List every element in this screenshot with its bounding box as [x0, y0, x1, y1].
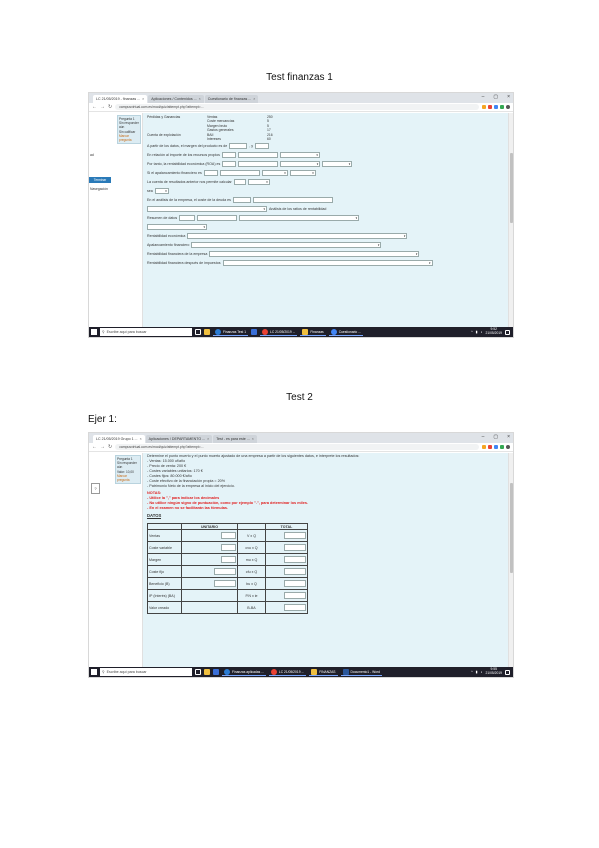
total-input[interactable] — [284, 580, 306, 587]
browser-tab[interactable] — [205, 95, 259, 103]
answer-select[interactable]: ▾ — [223, 260, 433, 266]
data-table: Pérdidas y Ganancias Ventas 250 Coste mercancías 5 Margen bruto 5 Gastos generales 17 Cuenta de explotación BAII 216 Intereses 60 — [147, 115, 273, 142]
scrollbar[interactable] — [508, 453, 513, 667]
answer-input[interactable] — [253, 197, 333, 203]
tab-label: Aplicaciones / Contenidos ... — [151, 97, 197, 101]
table-row: Coste variable cvu x Q — [148, 542, 308, 554]
total-input[interactable] — [284, 532, 306, 539]
extension-icon[interactable] — [488, 445, 492, 449]
table-row: Valor creado B-BA — [148, 602, 308, 614]
nav-label: ad — [90, 153, 94, 157]
taskbar-app[interactable]: Finanzas — [300, 328, 325, 336]
question-row: ▾ Análisis de los ratios de rentabilidad — [147, 206, 504, 212]
close-icon[interactable]: × — [142, 97, 145, 101]
url-input[interactable]: campusvirtual.ucm.es/mod/quiz/attempt.php?attempt=... — [115, 444, 479, 450]
data-list: - Ventas: 15.000 uf/año - Precio de venta: 200 € - Costes variables unitarios: 170 € - Costes fijos: 80.000 €/año - Coste efectivo de la financiación propia = 20% - Patrimonio Neto de la empresa al inicio del ejercicio. — [147, 459, 235, 489]
question-row: A partir de los datos, el margen del producto es de , y — [147, 143, 504, 149]
answer-input[interactable] — [255, 143, 269, 149]
close-icon[interactable]: × — [139, 437, 142, 441]
extension-icon[interactable] — [500, 445, 504, 449]
extension-icon[interactable] — [488, 105, 492, 109]
browser-tab-bar — [89, 93, 513, 103]
unit-input[interactable] — [214, 580, 236, 587]
answer-input[interactable] — [233, 197, 251, 203]
extension-icon[interactable] — [494, 105, 498, 109]
chevron-up-icon[interactable]: ^ — [471, 330, 473, 334]
scrollbar-thumb[interactable] — [510, 153, 513, 223]
question-row: Por tanto, la rentabilidad económica (ROA) es ▾ ▾ — [147, 162, 351, 167]
clock[interactable]: 9:52 21/05/2019 — [485, 327, 502, 335]
question-number: Pregunta 1 — [119, 117, 135, 121]
question-number: Pregunta 1 — [117, 457, 133, 461]
unit-input[interactable] — [214, 568, 236, 575]
back-arrow-icon[interactable]: ← — [92, 443, 97, 450]
unit-input[interactable] — [221, 532, 236, 539]
question-row: Rentabilidad financiera de la empresa ▾ — [147, 252, 418, 257]
taskbar-app[interactable]: FINANZAS — [309, 668, 337, 676]
question-status: Sin responder — [117, 461, 137, 466]
taskbar-app[interactable]: Cuestionario ... — [329, 328, 363, 336]
file-explorer-icon[interactable] — [204, 329, 210, 335]
table-row: Margen mu x Q — [148, 554, 308, 566]
answer-input[interactable] — [234, 179, 246, 185]
question-row: En el análisis de la empresa, el coste de la deuda es — [147, 197, 504, 203]
back-arrow-icon[interactable]: ← — [92, 103, 97, 110]
question-row: sea ▾ — [147, 189, 167, 194]
close-icon[interactable]: × — [207, 437, 210, 441]
flag-question-link[interactable]: Marcar — [117, 473, 127, 478]
answer-input[interactable] — [238, 161, 278, 167]
scrollbar-thumb[interactable] — [510, 483, 513, 573]
answer-select[interactable]: ▾ — [155, 188, 169, 194]
answer-select[interactable]: ▾ — [262, 170, 288, 176]
minimize-icon[interactable]: – — [481, 434, 485, 440]
tab-label: Aplicaciones / DEPARTAMENTO ... — [148, 437, 206, 441]
extension-icon[interactable] — [482, 445, 486, 449]
total-input[interactable] — [284, 544, 306, 551]
windows-taskbar — [89, 327, 513, 337]
close-window-icon[interactable]: × — [507, 434, 510, 440]
answer-select[interactable]: ▾ — [248, 179, 270, 185]
address-bar-row — [89, 443, 513, 452]
total-input[interactable] — [284, 568, 306, 575]
answer-select[interactable]: ▾ — [280, 161, 320, 167]
question-info-panel — [115, 455, 141, 484]
table-row: Ventas V x Q — [148, 530, 308, 542]
question-content — [143, 113, 508, 327]
taskbar-search[interactable] — [100, 668, 192, 676]
screenshot-test-finanzas-1 — [88, 92, 514, 338]
question-info-panel — [117, 115, 141, 144]
question-row — [147, 224, 504, 230]
browser-tab-bar — [89, 433, 513, 443]
datos-table: UNITARIO TOTAL Ventas V x Q Coste variable cvu x Q Margen mu x Q Coste fijo cfu x Q Beneficio (B) bu x Q IP (Interés) (BA) P.N x ie Valor creado B-BA — [147, 523, 308, 614]
total-input[interactable] — [284, 556, 306, 563]
taskbar-app[interactable]: Finanzas Test 1 — [213, 328, 248, 336]
browser-tab[interactable] — [93, 95, 147, 103]
answer-select[interactable]: ▾ — [290, 170, 316, 176]
extension-icon[interactable] — [500, 105, 504, 109]
question-row: Resumen de datos ▾ — [147, 216, 358, 221]
taskbar-app[interactable]: Documento1 - Word — [341, 668, 382, 676]
question-row: Rentabilidad financiera después de impuestos ▾ — [147, 261, 431, 266]
system-tray — [471, 328, 513, 335]
browser-tab[interactable] — [93, 435, 145, 443]
browser-tab[interactable] — [213, 435, 257, 443]
url-input[interactable]: campusvirtual.ucm.es/mod/quiz/attempt.php?attempt=... — [115, 104, 479, 110]
tab-label: LC 21/05/2019 Grupo 1 ... — [96, 437, 138, 441]
maximize-icon[interactable]: ▢ — [493, 434, 499, 440]
question-grade: Sin calificar — [119, 129, 136, 134]
clock[interactable]: 9:55 21/05/2019 — [485, 667, 502, 675]
network-icon[interactable]: ▮ — [475, 670, 478, 674]
folder-icon — [311, 669, 317, 675]
window-controls — [482, 434, 510, 440]
chrome-icon — [271, 669, 277, 675]
table-row: IP (Interés) (BA) P.N x ie — [148, 590, 308, 602]
answer-input[interactable] — [229, 143, 247, 149]
taskbar-search[interactable] — [100, 328, 192, 336]
network-icon[interactable]: ▮ — [475, 330, 478, 334]
notifications-icon[interactable] — [505, 330, 510, 335]
volume-icon[interactable]: ◖ — [480, 330, 483, 334]
edge-icon — [215, 329, 221, 335]
answer-input[interactable] — [197, 215, 237, 221]
answer-input[interactable] — [222, 161, 236, 167]
file-explorer-icon[interactable] — [204, 669, 210, 675]
tab-label: Test - es para este ... — [216, 437, 250, 441]
flag-question-link[interactable]: pregunta — [117, 478, 130, 483]
search-icon: ⚲ — [102, 670, 105, 674]
note: - En el examen no se facilitarán las fórmulas. — [147, 506, 229, 511]
question-row: En relación al importe de los recursos propios ▾ — [147, 153, 318, 158]
reload-icon[interactable]: ↻ — [108, 103, 113, 110]
question-row: Apalancamiento financiero ▾ — [147, 243, 380, 248]
close-icon[interactable]: × — [253, 97, 256, 101]
volume-icon[interactable]: ◖ — [480, 670, 483, 674]
chevron-up-icon[interactable]: ^ — [471, 670, 473, 674]
datos-title: DATOS — [147, 513, 162, 519]
question-status: aún — [117, 465, 123, 470]
answer-select[interactable]: ▾ — [280, 152, 320, 158]
unit-input[interactable] — [221, 556, 236, 563]
scrollbar[interactable] — [508, 113, 513, 327]
forward-arrow-icon[interactable]: → — [100, 103, 105, 110]
flag-question-link[interactable]: pregunta — [119, 138, 132, 143]
section-label: Ejer 1: — [88, 414, 117, 425]
answer-input[interactable] — [222, 152, 236, 158]
reload-icon[interactable]: ↻ — [108, 443, 113, 450]
search-placeholder: Escribe aquí para buscar — [106, 670, 147, 674]
question-intro: Determine el punto muerto y el punto muerto ajustado de una empresa a partir de los siguientes datos, e interprete los resultados: — [147, 454, 360, 458]
page-title-2: Test 2 — [286, 392, 313, 403]
edge-icon — [224, 669, 230, 675]
nav-label: Navegación — [90, 187, 108, 191]
table-row: Beneficio (B) bu x Q — [148, 578, 308, 590]
finish-attempt-button[interactable]: Terminar intento — [89, 177, 111, 183]
table-row: Coste fijo cfu x Q — [148, 566, 308, 578]
profile-avatar[interactable] — [506, 105, 510, 109]
answer-select[interactable]: ▾ — [322, 161, 352, 167]
close-icon[interactable]: × — [198, 97, 201, 101]
tab-label: Cuestionario de finanzas ... — [207, 97, 252, 101]
profile-avatar[interactable] — [506, 445, 510, 449]
folder-icon — [302, 329, 308, 335]
close-icon[interactable]: × — [251, 437, 254, 441]
answer-select[interactable]: ▾ — [191, 242, 381, 248]
minimize-icon[interactable]: – — [481, 94, 485, 100]
app-icon[interactable] — [251, 329, 257, 335]
question-row: Si el apalancamiento financiero es ▾ ▾ — [147, 171, 314, 176]
notifications-icon[interactable] — [505, 670, 510, 675]
tab-label: LC 21/05/2019 - finanzas ... — [96, 97, 141, 101]
extension-icons — [482, 105, 510, 109]
answer-select[interactable]: ▾ — [209, 251, 419, 257]
answer-input[interactable] — [220, 170, 260, 176]
question-nav-box[interactable]: ? — [91, 483, 100, 494]
flag-question-link[interactable]: Marcar — [119, 133, 129, 138]
unit-input[interactable] — [221, 544, 236, 551]
window-controls — [482, 94, 510, 100]
extension-icon[interactable] — [494, 445, 498, 449]
quiz-sidebar — [89, 113, 143, 327]
taskbar-app[interactable]: Finanzas aplicadas ... — [222, 668, 266, 676]
windows-start-icon[interactable] — [91, 669, 97, 675]
taskbar-app[interactable]: LC 21/05/2019 ... — [269, 668, 306, 676]
windows-taskbar — [89, 667, 513, 677]
chrome-icon — [331, 329, 337, 335]
windows-start-icon[interactable] — [91, 329, 97, 335]
answer-select[interactable]: ▾ — [147, 206, 267, 212]
answer-select[interactable]: ▾ — [187, 233, 407, 239]
total-input[interactable] — [284, 604, 306, 611]
answer-select[interactable]: ▾ — [239, 215, 359, 221]
close-window-icon[interactable]: × — [507, 94, 510, 100]
question-row: La cuenta de resultados anterior nos permite calcular ▾ — [147, 180, 268, 185]
browser-tab[interactable] — [146, 435, 213, 443]
word-icon — [343, 669, 349, 675]
question-row: Rentabilidad económica ▾ — [147, 234, 406, 239]
task-view-icon[interactable] — [195, 669, 201, 675]
screenshot-test-2 — [88, 432, 514, 678]
quiz-sidebar — [89, 453, 143, 667]
address-bar-row — [89, 103, 513, 112]
total-input[interactable] — [284, 592, 306, 599]
answer-select[interactable]: ▾ — [147, 224, 207, 230]
browser-tab[interactable] — [148, 95, 203, 103]
question-grade: Valor: 10,00 — [117, 469, 134, 474]
answer-input[interactable] — [238, 152, 278, 158]
notes-title: NOTAS: — [147, 491, 162, 496]
extension-icon[interactable] — [482, 105, 486, 109]
extension-icons — [482, 445, 510, 449]
answer-input[interactable] — [179, 215, 195, 221]
question-content — [143, 453, 508, 667]
note: - No utilice ningún signo de puntuación, como por ejemplo ".", para determinar los miles. — [147, 501, 308, 506]
app-icon[interactable] — [213, 669, 219, 675]
note: - Utilice la "," para indicar los decimales — [147, 496, 220, 501]
maximize-icon[interactable]: ▢ — [493, 94, 499, 100]
question-status: aún — [119, 125, 125, 130]
taskbar-app[interactable]: LC 21/05/2019 ... — [260, 328, 297, 336]
search-icon: ⚲ — [102, 330, 105, 334]
chrome-icon — [262, 329, 268, 335]
task-view-icon[interactable] — [195, 329, 201, 335]
system-tray — [471, 668, 513, 675]
page-title-1: Test finanzas 1 — [266, 72, 333, 83]
forward-arrow-icon[interactable]: → — [100, 443, 105, 450]
answer-input[interactable] — [204, 170, 218, 176]
question-status: Sin responder — [119, 121, 139, 126]
search-placeholder: Escribe aquí para buscar — [106, 330, 147, 334]
